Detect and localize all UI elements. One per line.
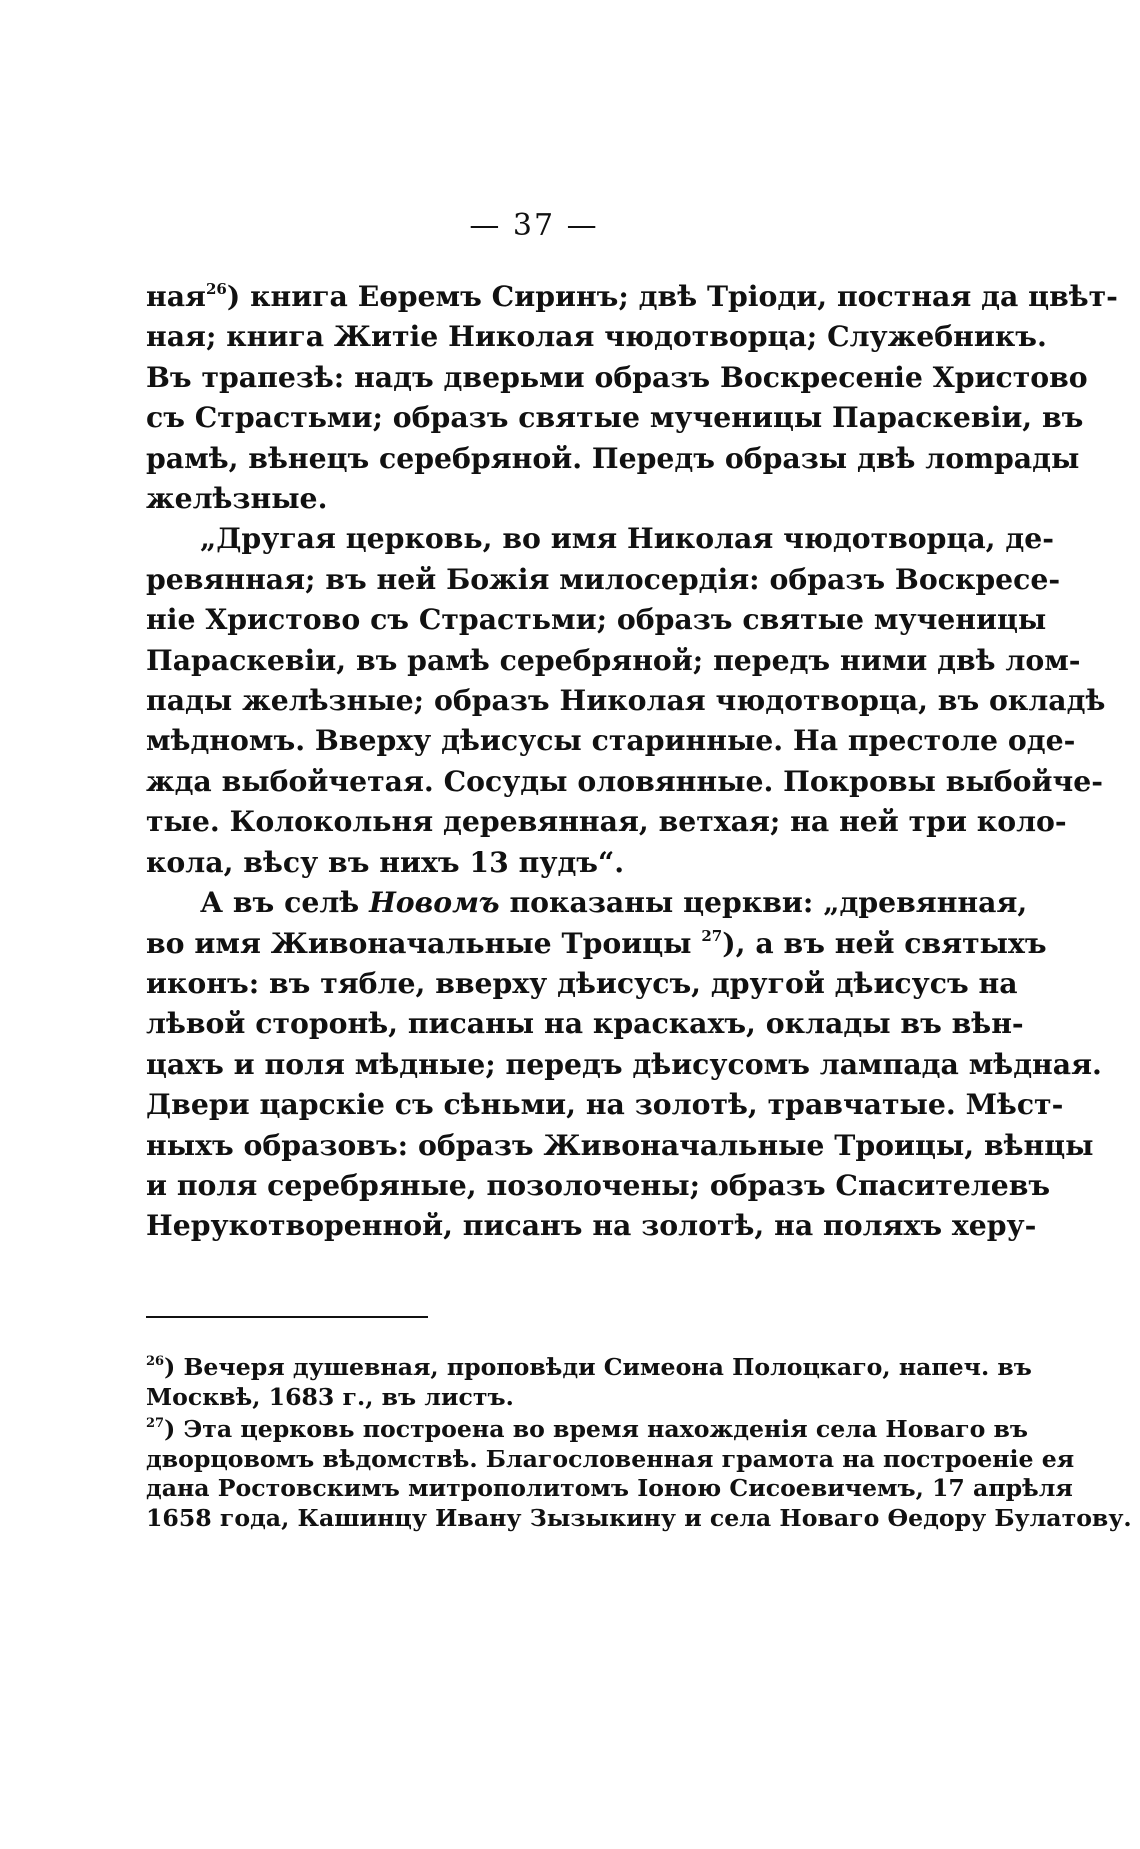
text-line: Параскевіи, въ рамѣ серебряной; передъ ними двѣ лом- xyxy=(146,642,1081,677)
footnote-ref: 26 xyxy=(205,280,227,298)
text-line: во имя Живоначальные Троицы $^{27}$), а въ ней святыхъ xyxy=(146,925,1047,960)
text-line: иконъ: въ тябле, вверху дѣисусъ, другой дѣисусъ на xyxy=(146,965,1018,1000)
text-line: жда выбойчетая. Сосуды оловянные. Покровы выбойче- xyxy=(146,763,1103,798)
footnotes xyxy=(146,1353,1132,1534)
footnote-divider xyxy=(146,1316,428,1318)
text-line: ныхъ образовъ: образъ Живоначальные Троицы, вѣнцы xyxy=(146,1127,1094,1162)
footnote-number: 27 xyxy=(146,1416,165,1432)
page-number: — 37 — xyxy=(469,208,599,243)
text-line: кола, вѣсу въ нихъ 13 пудъ“. xyxy=(146,844,625,879)
text-line: Въ трапезѣ: надъ дверьми образъ Воскресеніе Христово xyxy=(146,359,1088,394)
text-line: рамѣ, вѣнецъ серебряной. Передъ образы двѣ лompады xyxy=(146,440,1080,475)
footnote-line: 1658 года, Кашинцу Ивану Зызыкину и села Новаго Ѳедору Булатову. xyxy=(146,1503,1132,1532)
text-line: А въ селѣ Новомъ показаны церкви: „древянная, xyxy=(200,885,1028,920)
text-line: желѣзные. xyxy=(146,481,328,516)
footnote-number: 26 xyxy=(146,1354,165,1369)
text-line: Двери царскіе съ сѣньми, на золотѣ, травчатые. Мѣст- xyxy=(146,1087,1064,1122)
text-line: ная$^{26}$) книга Еѳремъ Сиринъ; двѣ Тріоди, постная да цвѣт- xyxy=(146,279,1118,313)
text-line: цахъ и поля мѣдные; передъ дѣисусомъ лампада мѣдная. xyxy=(146,1046,1102,1081)
footnote-line: дана Ростовскимъ митрополитомъ Іоною Сисоевичемъ, 17 апрѣля xyxy=(146,1474,1073,1503)
text-line: съ Страстьми; образъ святые мученицы Параскевіи, въ xyxy=(146,400,1084,435)
text-line: и поля серебряные, позолочены; образъ Спасителевъ xyxy=(146,1167,1051,1202)
footnote-ref: 27 xyxy=(701,926,723,945)
footnote-line: $^{27}$) Эта церковь построена во время нахожденія села Новаго въ xyxy=(146,1415,1029,1444)
footnote-line: дворцовомъ вѣдомствѣ. Благословенная грамота на построеніе ея xyxy=(146,1444,1075,1473)
text-line: мѣдномъ. Вверху дѣисусы старинные. На престоле оде- xyxy=(146,723,1076,758)
footnote-line: $^{26}$) Вечеря душевная, проповѣди Симеона Полоцкаго, напеч. въ xyxy=(146,1353,1032,1381)
text-line: лѣвой сторонѣ, писаны на краскахъ, оклады въ вѣн- xyxy=(146,1006,1024,1041)
text-line: „Другая церковь, во имя Николая чюдотворца, де- xyxy=(200,521,1054,556)
text-line: пады желѣзные; образъ Николая чюдотворца, въ окладѣ xyxy=(146,683,1106,718)
text-line: ревянная; въ ней Божія милосердія: образъ Воскресе- xyxy=(146,561,1061,596)
place-name: Новомъ xyxy=(369,885,500,920)
text-line: ніе Христово съ Страстьми; образъ святые мученицы xyxy=(146,602,1047,637)
footnote-27 xyxy=(146,1415,1132,1533)
text-line: тые. Колокольня деревянная, ветхая; на ней три коло- xyxy=(146,804,1067,839)
text-line: Нерукотворенной, писанъ на золотѣ, на поляхъ херу- xyxy=(146,1208,1037,1243)
footnote-line: Москвѣ, 1683 г., въ листъ. xyxy=(146,1382,514,1411)
main-text xyxy=(146,276,1118,1246)
text-line: ная; книга Житіе Николая чюдотворца; Служебникъ. xyxy=(146,319,1047,354)
footnote-26 xyxy=(146,1353,1032,1412)
